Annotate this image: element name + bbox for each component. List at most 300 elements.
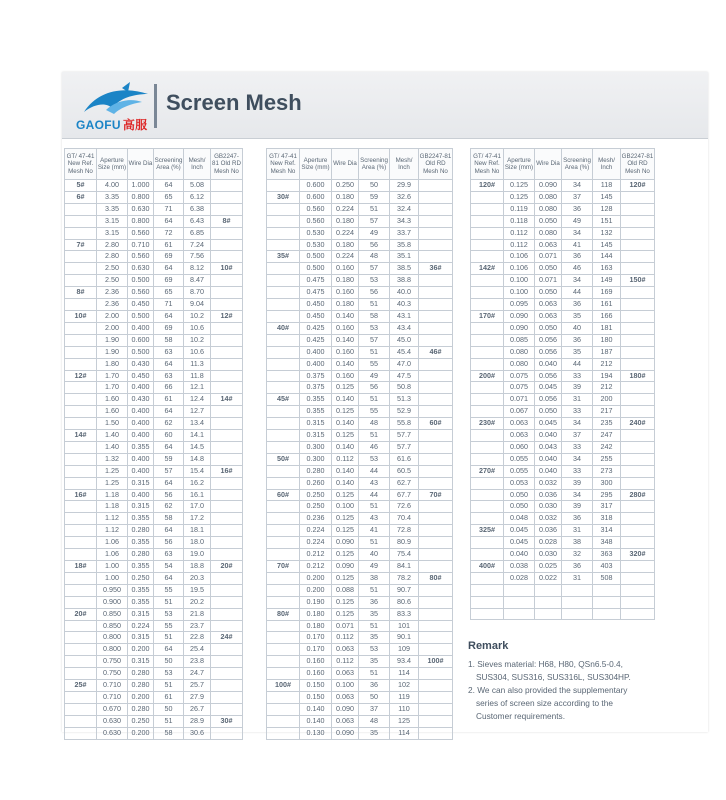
old-mesh-no-cell [419, 620, 453, 632]
screening-area-cell: 34 [562, 489, 593, 501]
old-mesh-no-cell [621, 501, 655, 513]
screening-area-cell: 44 [562, 287, 593, 299]
mesh-inch-cell: 247 [593, 430, 621, 442]
aperture-cell: 0.200 [300, 572, 332, 584]
aperture-cell: 0.100 [504, 287, 535, 299]
screening-area-cell: 55 [154, 584, 184, 596]
new-mesh-no-cell [65, 727, 97, 739]
table-row [267, 227, 453, 239]
screening-area-cell: 40 [359, 549, 390, 561]
aperture-cell: 0.048 [504, 513, 535, 525]
aperture-cell: 0.055 [504, 465, 535, 477]
new-mesh-no-cell: 10# [65, 310, 97, 322]
new-mesh-no-cell [471, 584, 504, 596]
wire-dia-cell: 0.125 [332, 549, 359, 561]
screening-area-cell: 58 [154, 334, 184, 346]
old-mesh-no-cell [621, 430, 655, 442]
wire-dia-cell: 0.250 [128, 715, 154, 727]
new-mesh-no-cell [267, 180, 300, 192]
new-mesh-no-cell [267, 441, 300, 453]
mesh-inch-cell: 348 [593, 537, 621, 549]
old-mesh-no-cell [621, 299, 655, 311]
screening-area-cell: 59 [154, 453, 184, 465]
old-mesh-no-cell [211, 644, 243, 656]
mesh-inch-cell: 23.7 [184, 620, 211, 632]
aperture-cell: 0.200 [300, 584, 332, 596]
screening-area-cell: 36 [562, 334, 593, 346]
screening-area-cell [562, 584, 593, 596]
mesh-inch-cell: 169 [593, 287, 621, 299]
old-mesh-no-cell [419, 477, 453, 489]
aperture-cell: 0.400 [300, 358, 332, 370]
wire-dia-cell: 0.125 [332, 572, 359, 584]
wire-dia-cell: 0.280 [128, 525, 154, 537]
old-mesh-no-cell [419, 299, 453, 311]
wire-dia-cell: 0.355 [128, 561, 154, 573]
new-mesh-no-cell [65, 334, 97, 346]
new-mesh-no-cell [267, 513, 300, 525]
new-mesh-no-cell [65, 418, 97, 430]
table-row [65, 287, 243, 299]
table-row [65, 346, 243, 358]
screening-area-cell: 53 [154, 608, 184, 620]
aperture-cell: 2.50 [97, 275, 128, 287]
new-mesh-no-cell: 400# [471, 561, 504, 573]
aperture-cell: 0.067 [504, 406, 535, 418]
table-row [267, 465, 453, 477]
table-row [471, 287, 655, 299]
mesh-inch-cell: 83.3 [390, 608, 419, 620]
table-row [471, 394, 655, 406]
mesh-table-3 [470, 148, 655, 620]
screening-area-cell: 59 [359, 191, 390, 203]
screening-area-cell: 60 [154, 430, 184, 442]
mesh-inch-cell: 47.5 [390, 370, 419, 382]
screening-area-cell: 58 [359, 310, 390, 322]
wire-dia-cell: 0.063 [332, 644, 359, 656]
table-row [65, 703, 243, 715]
new-mesh-no-cell: 5# [65, 180, 97, 192]
screening-area-cell: 64 [154, 441, 184, 453]
remark-line: Customer requirements. [476, 711, 565, 721]
table-row [267, 310, 453, 322]
wire-dia-cell: 0.063 [535, 299, 562, 311]
old-mesh-no-cell [419, 525, 453, 537]
table-row [471, 501, 655, 513]
aperture-cell: 0.560 [300, 203, 332, 215]
old-mesh-no-cell [419, 334, 453, 346]
new-mesh-no-cell [267, 358, 300, 370]
brand-name: GAOFU [76, 118, 121, 132]
new-mesh-no-cell [65, 215, 97, 227]
wire-dia-cell: 0.160 [332, 263, 359, 275]
table-row [471, 441, 655, 453]
col-header-aperture: Aperture Size (mm) [97, 149, 128, 180]
mesh-inch-cell: 110 [390, 703, 419, 715]
screening-area-cell: 39 [562, 477, 593, 489]
new-mesh-no-cell: 40# [267, 322, 300, 334]
mesh-inch-cell: 43.1 [390, 310, 419, 322]
mesh-inch-cell: 6.12 [184, 191, 211, 203]
mesh-inch-cell: 19.5 [184, 584, 211, 596]
mesh-inch-cell: 8.47 [184, 275, 211, 287]
new-mesh-no-cell [471, 239, 504, 251]
screening-area-cell: 62 [154, 418, 184, 430]
new-mesh-no-cell [267, 263, 300, 275]
new-mesh-no-cell [471, 215, 504, 227]
col-header-aperture: Aperture Size (mm) [300, 149, 332, 180]
wire-dia-cell: 0.280 [128, 549, 154, 561]
old-mesh-no-cell [621, 191, 655, 203]
new-mesh-no-cell [471, 346, 504, 358]
mesh-inch-cell: 17.2 [184, 513, 211, 525]
aperture-cell: 0.260 [300, 477, 332, 489]
old-mesh-no-cell [419, 310, 453, 322]
new-mesh-no-cell [471, 322, 504, 334]
old-mesh-no-cell [211, 251, 243, 263]
wire-dia-cell: 0.280 [128, 668, 154, 680]
new-mesh-no-cell [65, 382, 97, 394]
wire-dia-cell: 0.500 [128, 310, 154, 322]
new-mesh-no-cell: 12# [65, 370, 97, 382]
aperture-cell: 0.530 [300, 227, 332, 239]
old-mesh-no-cell [419, 430, 453, 442]
table-row [471, 322, 655, 334]
wire-dia-cell: 0.800 [128, 215, 154, 227]
old-mesh-no-cell [621, 477, 655, 489]
table-row [267, 215, 453, 227]
screening-area-cell: 53 [359, 644, 390, 656]
aperture-cell: 0.050 [504, 501, 535, 513]
wire-dia-cell: 0.125 [332, 430, 359, 442]
wire-dia-cell: 0.050 [535, 322, 562, 334]
aperture-cell: 1.40 [97, 430, 128, 442]
new-mesh-no-cell [267, 310, 300, 322]
new-mesh-no-cell [471, 275, 504, 287]
screening-area-cell: 44 [562, 358, 593, 370]
mesh-inch-cell: 295 [593, 489, 621, 501]
screening-area-cell: 64 [154, 572, 184, 584]
table-row [471, 191, 655, 203]
table-row [267, 394, 453, 406]
table-row [471, 299, 655, 311]
mesh-inch-cell: 163 [593, 263, 621, 275]
new-mesh-no-cell: 7# [65, 239, 97, 251]
wire-dia-cell: 0.088 [332, 584, 359, 596]
table-row [267, 715, 453, 727]
screening-area-cell: 36 [562, 513, 593, 525]
aperture-cell: 0.170 [300, 644, 332, 656]
old-mesh-no-cell [419, 644, 453, 656]
screening-area-cell [562, 608, 593, 620]
aperture-cell: 1.40 [97, 441, 128, 453]
aperture-cell: 0.045 [504, 525, 535, 537]
aperture-cell: 2.00 [97, 310, 128, 322]
new-mesh-no-cell [267, 656, 300, 668]
mesh-inch-cell: 508 [593, 572, 621, 584]
aperture-cell: 0.028 [504, 572, 535, 584]
mesh-inch-cell: 55.8 [390, 418, 419, 430]
table-row [267, 525, 453, 537]
screening-area-cell: 51 [359, 203, 390, 215]
screening-area-cell: 51 [359, 584, 390, 596]
aperture-cell: 0.090 [504, 310, 535, 322]
aperture-cell: 0.630 [97, 727, 128, 739]
mesh-inch-cell: 13.4 [184, 418, 211, 430]
old-mesh-no-cell: 100# [419, 656, 453, 668]
wire-dia-cell: 0.180 [332, 191, 359, 203]
screening-area-cell: 49 [359, 561, 390, 573]
wire-dia-cell [535, 608, 562, 620]
wire-dia-cell: 0.028 [535, 537, 562, 549]
old-mesh-no-cell [211, 668, 243, 680]
mesh-inch-cell: 80.9 [390, 537, 419, 549]
new-mesh-no-cell [65, 346, 97, 358]
table-row [267, 346, 453, 358]
wire-dia-cell: 0.160 [332, 370, 359, 382]
screening-area-cell: 32 [562, 549, 593, 561]
wire-dia-cell: 0.090 [332, 703, 359, 715]
table-row [65, 215, 243, 227]
wire-dia-cell: 0.112 [332, 656, 359, 668]
old-mesh-no-cell [419, 287, 453, 299]
aperture-cell: 0.075 [504, 370, 535, 382]
screening-area-cell: 66 [154, 382, 184, 394]
table-row [65, 620, 243, 632]
wire-dia-cell: 0.045 [535, 418, 562, 430]
old-mesh-no-cell: 14# [211, 394, 243, 406]
table-row [267, 727, 453, 739]
aperture-cell: 0.212 [300, 549, 332, 561]
aperture-cell: 0.355 [300, 406, 332, 418]
mesh-inch-cell: 25.4 [184, 644, 211, 656]
table-row [267, 358, 453, 370]
new-mesh-no-cell [65, 703, 97, 715]
wire-dia-cell: 0.063 [535, 239, 562, 251]
screening-area-cell: 57 [359, 215, 390, 227]
col-header-wire-dia: Wire Dia [128, 149, 154, 180]
wire-dia-cell: 0.025 [535, 561, 562, 573]
old-mesh-no-cell [419, 203, 453, 215]
new-mesh-no-cell [65, 596, 97, 608]
aperture-cell: 0.500 [300, 251, 332, 263]
new-mesh-no-cell [471, 430, 504, 442]
aperture-cell: 0.800 [97, 632, 128, 644]
new-mesh-no-cell [267, 620, 300, 632]
new-mesh-no-cell: 50# [267, 453, 300, 465]
aperture-cell: 1.60 [97, 394, 128, 406]
old-mesh-no-cell [211, 441, 243, 453]
mesh-inch-cell: 194 [593, 370, 621, 382]
screening-area-cell: 46 [359, 441, 390, 453]
old-mesh-no-cell: 24# [211, 632, 243, 644]
screening-area-cell: 64 [154, 644, 184, 656]
screening-area-cell: 58 [154, 727, 184, 739]
table-row [471, 358, 655, 370]
new-mesh-no-cell [65, 322, 97, 334]
wire-dia-cell [535, 596, 562, 608]
wire-dia-cell: 0.315 [128, 608, 154, 620]
wire-dia-cell: 0.140 [332, 394, 359, 406]
aperture-cell: 1.12 [97, 525, 128, 537]
screening-area-cell: 51 [154, 680, 184, 692]
aperture-cell: 0.106 [504, 263, 535, 275]
table-row [471, 572, 655, 584]
wire-dia-cell: 0.250 [332, 180, 359, 192]
wire-dia-cell: 0.200 [128, 644, 154, 656]
old-mesh-no-cell [211, 346, 243, 358]
old-mesh-no-cell: 280# [621, 489, 655, 501]
screening-area-cell: 65 [154, 191, 184, 203]
mesh-inch-cell: 25.7 [184, 680, 211, 692]
wire-dia-cell: 0.125 [332, 406, 359, 418]
screening-area-cell: 69 [154, 251, 184, 263]
wire-dia-cell: 0.125 [332, 596, 359, 608]
old-mesh-no-cell [621, 203, 655, 215]
mesh-inch-cell: 57.7 [390, 430, 419, 442]
table-row [267, 608, 453, 620]
old-mesh-no-cell [419, 215, 453, 227]
mesh-inch-cell: 161 [593, 299, 621, 311]
col-header-new-mesh-no: GT/ 47-41 New Ref. Mesh No [267, 149, 300, 180]
screening-area-cell: 57 [359, 334, 390, 346]
wire-dia-cell: 0.063 [332, 691, 359, 703]
new-mesh-no-cell [471, 537, 504, 549]
screening-area-cell: 51 [359, 299, 390, 311]
aperture-cell [504, 596, 535, 608]
wire-dia-cell: 0.030 [535, 549, 562, 561]
table-row [267, 584, 453, 596]
table-row [267, 668, 453, 680]
mesh-inch-cell: 40.0 [390, 287, 419, 299]
table-row [65, 430, 243, 442]
remark-section [468, 640, 718, 723]
screening-area-cell: 33 [562, 441, 593, 453]
wire-dia-cell: 0.250 [128, 572, 154, 584]
new-mesh-no-cell [65, 394, 97, 406]
wire-dia-cell: 0.112 [332, 632, 359, 644]
screening-area-cell: 64 [154, 358, 184, 370]
aperture-cell: 2.80 [97, 239, 128, 251]
new-mesh-no-cell [471, 251, 504, 263]
old-mesh-no-cell: 120# [621, 180, 655, 192]
screening-area-cell: 64 [154, 180, 184, 192]
aperture-cell: 0.160 [300, 656, 332, 668]
table-row [267, 239, 453, 251]
table-row [267, 441, 453, 453]
new-mesh-no-cell [65, 525, 97, 537]
screening-area-cell: 39 [562, 501, 593, 513]
old-mesh-no-cell [211, 703, 243, 715]
mesh-inch-cell: 16.1 [184, 489, 211, 501]
aperture-cell: 0.450 [300, 299, 332, 311]
old-mesh-no-cell [621, 346, 655, 358]
mesh-inch-cell: 20.3 [184, 572, 211, 584]
wire-dia-cell: 0.630 [128, 203, 154, 215]
wire-dia-cell: 0.560 [128, 251, 154, 263]
old-mesh-no-cell [211, 358, 243, 370]
old-mesh-no-cell [211, 537, 243, 549]
aperture-cell: 0.090 [504, 322, 535, 334]
table-row [65, 299, 243, 311]
screening-area-cell: 50 [154, 703, 184, 715]
aperture-cell: 3.15 [97, 227, 128, 239]
screening-area-cell: 51 [359, 430, 390, 442]
wire-dia-cell: 0.560 [128, 227, 154, 239]
table-row [471, 251, 655, 263]
table-row [471, 513, 655, 525]
old-mesh-no-cell [211, 584, 243, 596]
screening-area-cell: 71 [154, 203, 184, 215]
new-mesh-no-cell [471, 489, 504, 501]
old-mesh-no-cell [419, 513, 453, 525]
wire-dia-cell: 0.090 [535, 180, 562, 192]
old-mesh-no-cell [621, 561, 655, 573]
aperture-cell: 0.300 [300, 453, 332, 465]
table-row [65, 501, 243, 513]
aperture-cell: 0.670 [97, 703, 128, 715]
screening-area-cell: 36 [562, 203, 593, 215]
wire-dia-cell: 0.400 [128, 406, 154, 418]
table-row [471, 370, 655, 382]
mesh-inch-cell: 151 [593, 215, 621, 227]
table-row [65, 608, 243, 620]
aperture-cell: 0.224 [300, 525, 332, 537]
aperture-cell: 1.06 [97, 549, 128, 561]
wire-dia-cell: 0.315 [128, 656, 154, 668]
mesh-inch-cell: 273 [593, 465, 621, 477]
old-mesh-no-cell [211, 596, 243, 608]
new-mesh-no-cell: 200# [471, 370, 504, 382]
old-mesh-no-cell [211, 608, 243, 620]
wire-dia-cell: 0.400 [128, 382, 154, 394]
mesh-inch-cell: 43.4 [390, 322, 419, 334]
screening-area-cell: 51 [359, 620, 390, 632]
table-row [267, 572, 453, 584]
screening-area-cell: 35 [359, 608, 390, 620]
old-mesh-no-cell [419, 441, 453, 453]
old-mesh-no-cell [621, 287, 655, 299]
aperture-cell: 0.106 [504, 251, 535, 263]
old-mesh-no-cell [419, 394, 453, 406]
wire-dia-cell: 0.400 [128, 489, 154, 501]
new-mesh-no-cell [267, 644, 300, 656]
table-row [471, 180, 655, 192]
screening-area-cell: 37 [359, 703, 390, 715]
screening-area-cell: 31 [562, 525, 593, 537]
new-mesh-no-cell [267, 501, 300, 513]
table-row [471, 561, 655, 573]
table-row [65, 310, 243, 322]
screening-area-cell: 48 [359, 418, 390, 430]
new-mesh-no-cell [267, 287, 300, 299]
screening-area-cell: 51 [154, 632, 184, 644]
new-mesh-no-cell [65, 358, 97, 370]
new-mesh-no-cell [65, 406, 97, 418]
wire-dia-cell: 0.071 [332, 620, 359, 632]
table-row [65, 584, 243, 596]
table-row [267, 406, 453, 418]
mesh-inch-cell: 33.7 [390, 227, 419, 239]
table-row [471, 537, 655, 549]
mesh-inch-cell: 22.8 [184, 632, 211, 644]
aperture-cell: 1.12 [97, 513, 128, 525]
aperture-cell: 0.560 [300, 215, 332, 227]
new-mesh-no-cell [267, 596, 300, 608]
aperture-cell: 0.125 [504, 191, 535, 203]
table-row [65, 477, 243, 489]
old-mesh-no-cell [621, 251, 655, 263]
